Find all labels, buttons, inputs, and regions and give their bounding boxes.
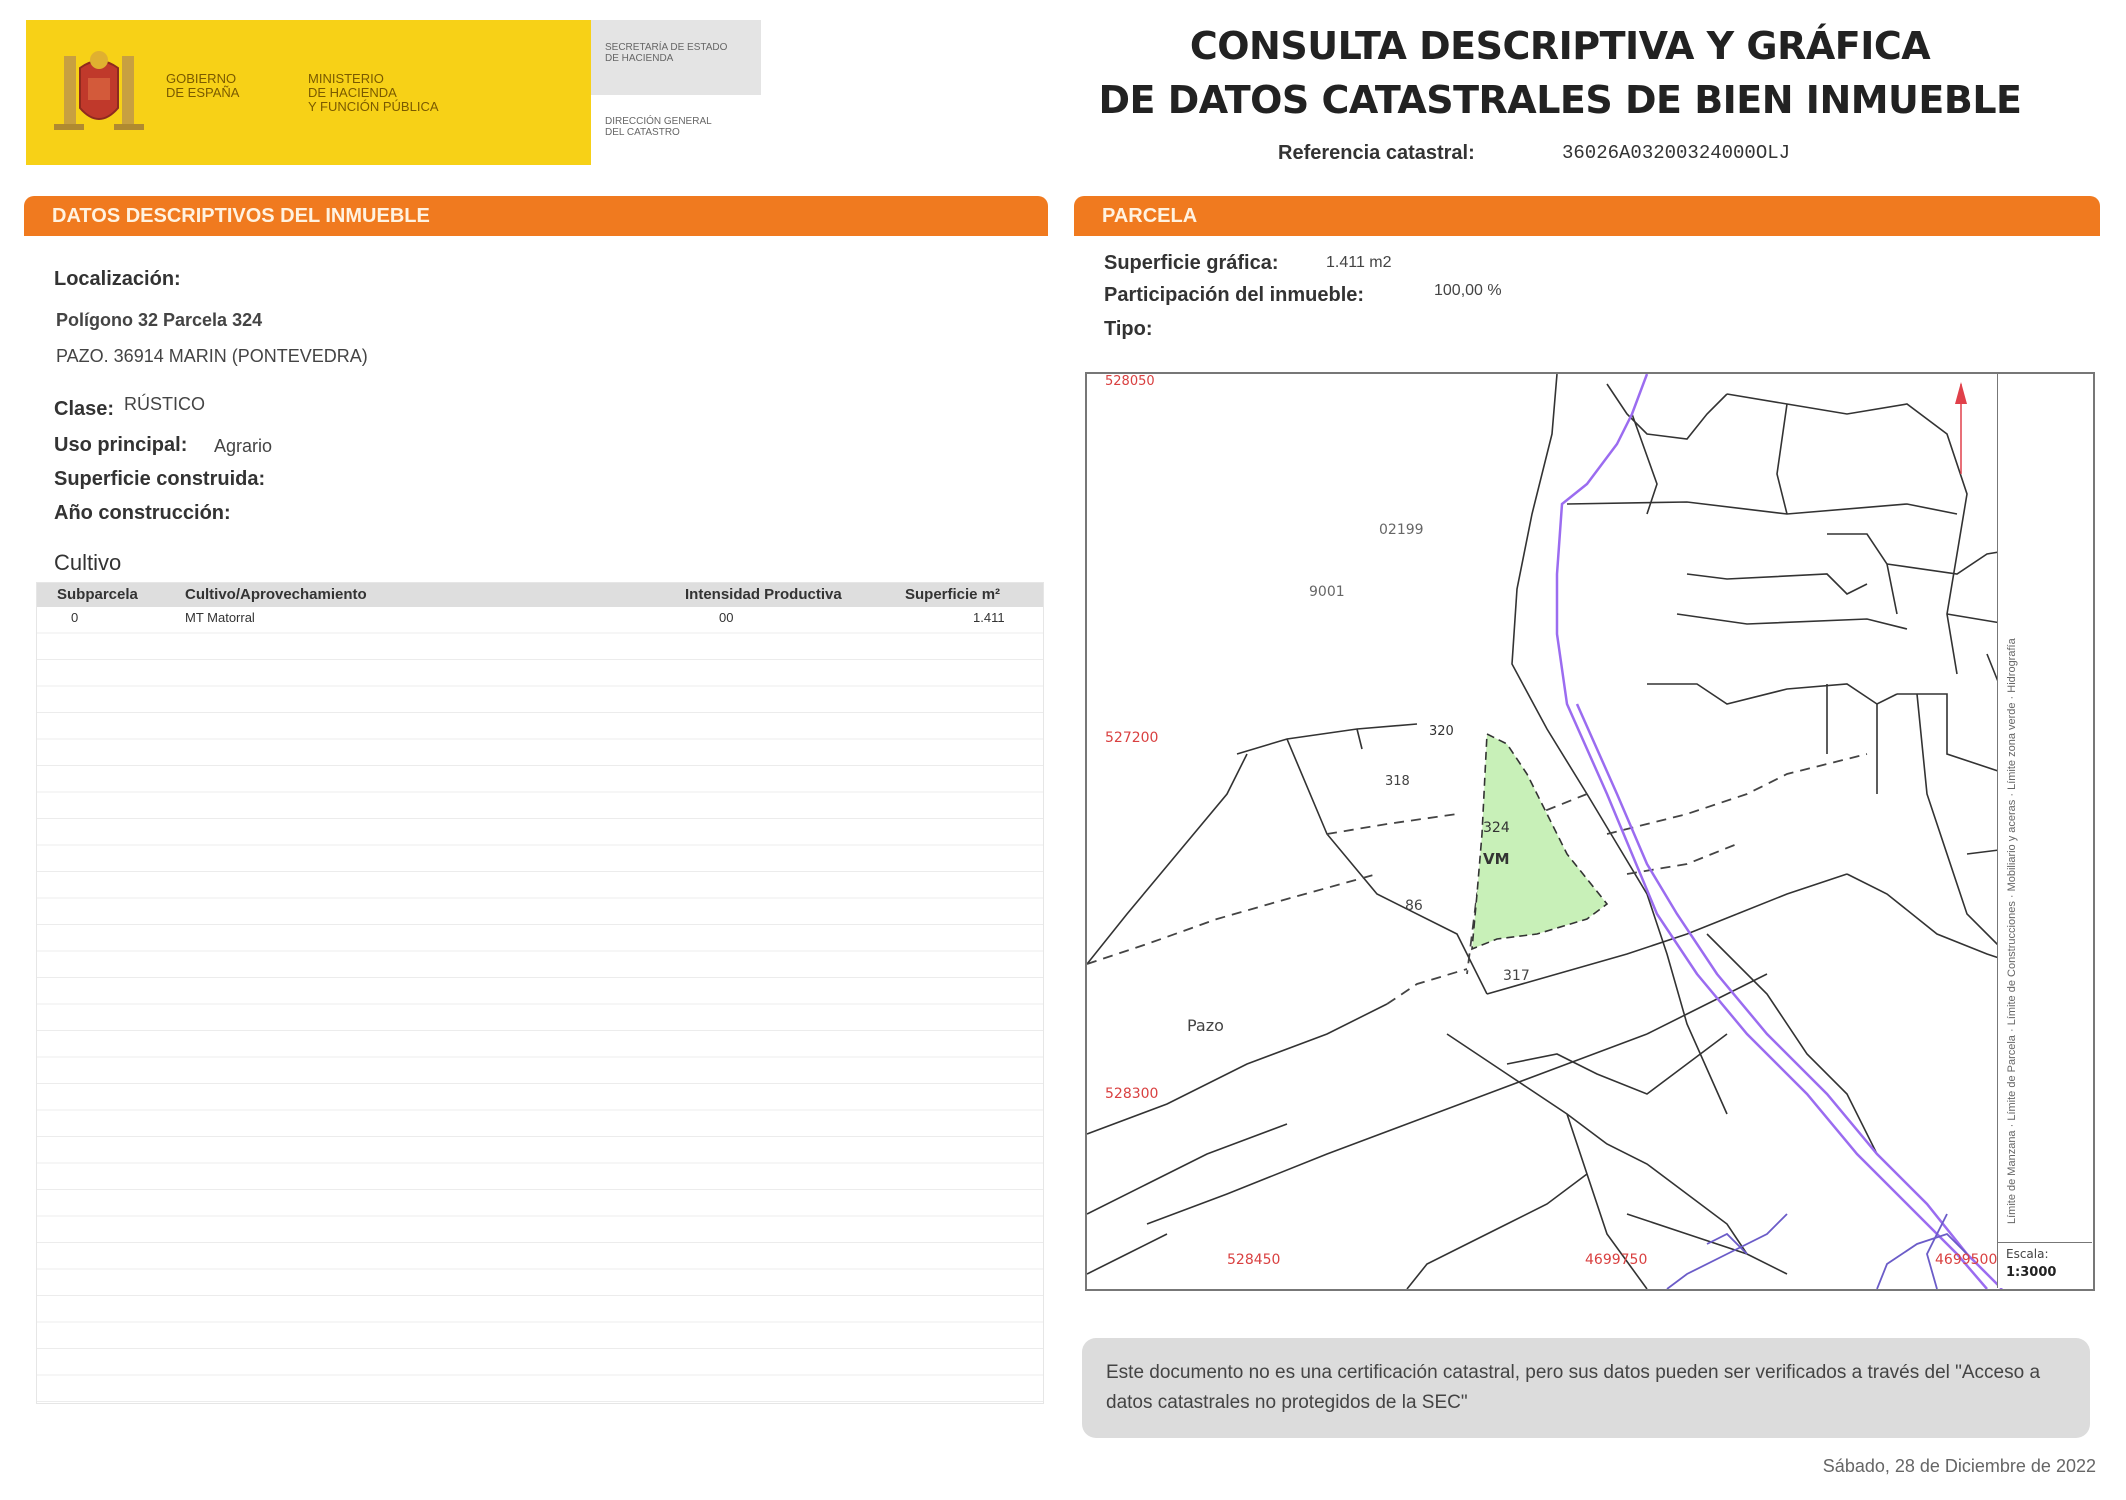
legend-text: Límite de Manzana · Límite de Parcela · Límite de Construcciones · Mobiliario y aceras · Límite zona verde · Hidrografía — [2006, 638, 2018, 1224]
cell-cultivo: MT Matorral — [185, 610, 255, 625]
secretaria-line-1: SECRETARÍA DE ESTADO — [605, 42, 728, 53]
map-coord-label: 528450 — [1227, 1252, 1281, 1268]
parcela-section-header — [1074, 196, 2100, 236]
direccion-block — [605, 116, 712, 138]
parcela-section-title: PARCELA — [1102, 205, 1198, 227]
map-coord-label: 528050 — [1105, 374, 1155, 389]
secretaria-block — [591, 20, 761, 95]
map-coord-label: 527200 — [1105, 730, 1159, 746]
ministry-line-2: DE HACIENDA — [308, 85, 397, 100]
cell-intensidad: 00 — [719, 610, 734, 625]
cultivo-label: Cultivo — [54, 550, 122, 575]
direccion-line-2: DEL CATASTRO — [605, 127, 680, 138]
clase-label: Clase: — [54, 398, 115, 420]
page-title-line-2: DE DATOS CATASTRALES DE BIEN INMUEBLE — [1098, 78, 2022, 122]
col-subparcela: Subparcela — [57, 586, 138, 603]
map-coord-label: 4699500 — [1935, 1252, 1998, 1268]
uso-principal-label: Uso principal: — [54, 434, 188, 456]
map-label: 86 — [1405, 898, 1423, 914]
cell-superficie: 1.411 — [973, 610, 1005, 625]
secretaria-line-2: DE HACIENDA — [605, 53, 674, 64]
col-cultivo: Cultivo/Aprovechamiento — [185, 586, 367, 603]
anio-construccion-label: Año construcción: — [54, 502, 231, 524]
map-label: 320 — [1429, 724, 1454, 739]
descriptivos-section-title: DATOS DESCRIPTIVOS DEL INMUEBLE — [52, 205, 430, 227]
subject-parcel[interactable] — [1472, 734, 1607, 949]
ministry-line-3: Y FUNCIÓN PÚBLICA — [308, 99, 439, 114]
ref-catastral-value: 36026A03200324000OLJ — [1562, 142, 1791, 164]
scale-value: 1:3000 — [2006, 1265, 2057, 1280]
map-scale-box — [1997, 1242, 2092, 1288]
col-intensidad: Intensidad Productiva — [685, 586, 842, 603]
cultivo-table — [36, 582, 1044, 1404]
superficie-construida-label: Superficie construida: — [54, 468, 266, 490]
page-title-line-1: CONSULTA DESCRIPTIVA Y GRÁFICA — [1189, 24, 1931, 68]
col-superficie: Superficie m² — [905, 586, 1001, 603]
map-coord-label: 528300 — [1105, 1086, 1159, 1102]
superficie-grafica-label: Superficie gráfica: — [1104, 252, 1279, 274]
parcel-number-label: 324 — [1483, 820, 1510, 836]
direccion-line-1: DIRECCIÓN GENERAL — [605, 116, 712, 127]
map-coord-label: 4699750 — [1585, 1252, 1648, 1268]
gobierno-logo-block — [26, 20, 591, 165]
cell-subparcela: 0 — [71, 610, 79, 625]
participacion-value: 100,00 % — [1434, 282, 1502, 299]
parcel-code-label: VM — [1483, 850, 1510, 868]
cultivo-table-header — [37, 583, 1043, 607]
gov-line-1: GOBIERNO — [166, 71, 237, 86]
localizacion-line-2: PAZO. 36914 MARIN (PONTEVEDRA) — [56, 346, 368, 366]
ref-catastral-label: Referencia catastral: — [1278, 142, 1475, 164]
map-label: 317 — [1503, 968, 1530, 984]
ministry-line-1: MINISTERIO — [308, 71, 384, 86]
localizacion-line-1: Polígono 32 Parcela 324 — [56, 310, 263, 330]
cadastral-map-drawing[interactable] — [1087, 374, 2093, 1289]
superficie-grafica-value: 1.411 m2 — [1326, 254, 1392, 271]
map-label: 02199 — [1379, 522, 1424, 538]
clase-value: RÚSTICO — [124, 394, 205, 414]
gov-line-2: DE ESPAÑA — [166, 85, 240, 100]
cadastral-map[interactable] — [1085, 372, 2095, 1291]
table-row-lines — [37, 607, 1043, 1403]
map-legend — [1997, 374, 2092, 1242]
footer-date: Sábado, 28 de Diciembre de 2022 — [1822, 1456, 2096, 1476]
descriptivos-section-header — [24, 196, 1048, 236]
disclaimer-notice — [1082, 1338, 2090, 1438]
map-label: Pazo — [1187, 1016, 1224, 1035]
tipo-label: Tipo: — [1104, 318, 1153, 340]
coat-of-arms-icon — [44, 38, 154, 148]
localizacion-label: Localización: — [54, 268, 181, 290]
disclaimer-text: Este documento no es una certificación catastral, pero sus datos pueden ser verificados a través del "Acceso a datos catastrales no protegidos de la SEC" — [1106, 1362, 2041, 1413]
map-label: 9001 — [1309, 584, 1345, 600]
map-label: 318 — [1385, 774, 1410, 789]
participacion-label: Participación del inmueble: — [1104, 284, 1365, 306]
uso-principal-value: Agrario — [214, 436, 273, 456]
scale-label: Escala: — [2006, 1247, 2049, 1261]
